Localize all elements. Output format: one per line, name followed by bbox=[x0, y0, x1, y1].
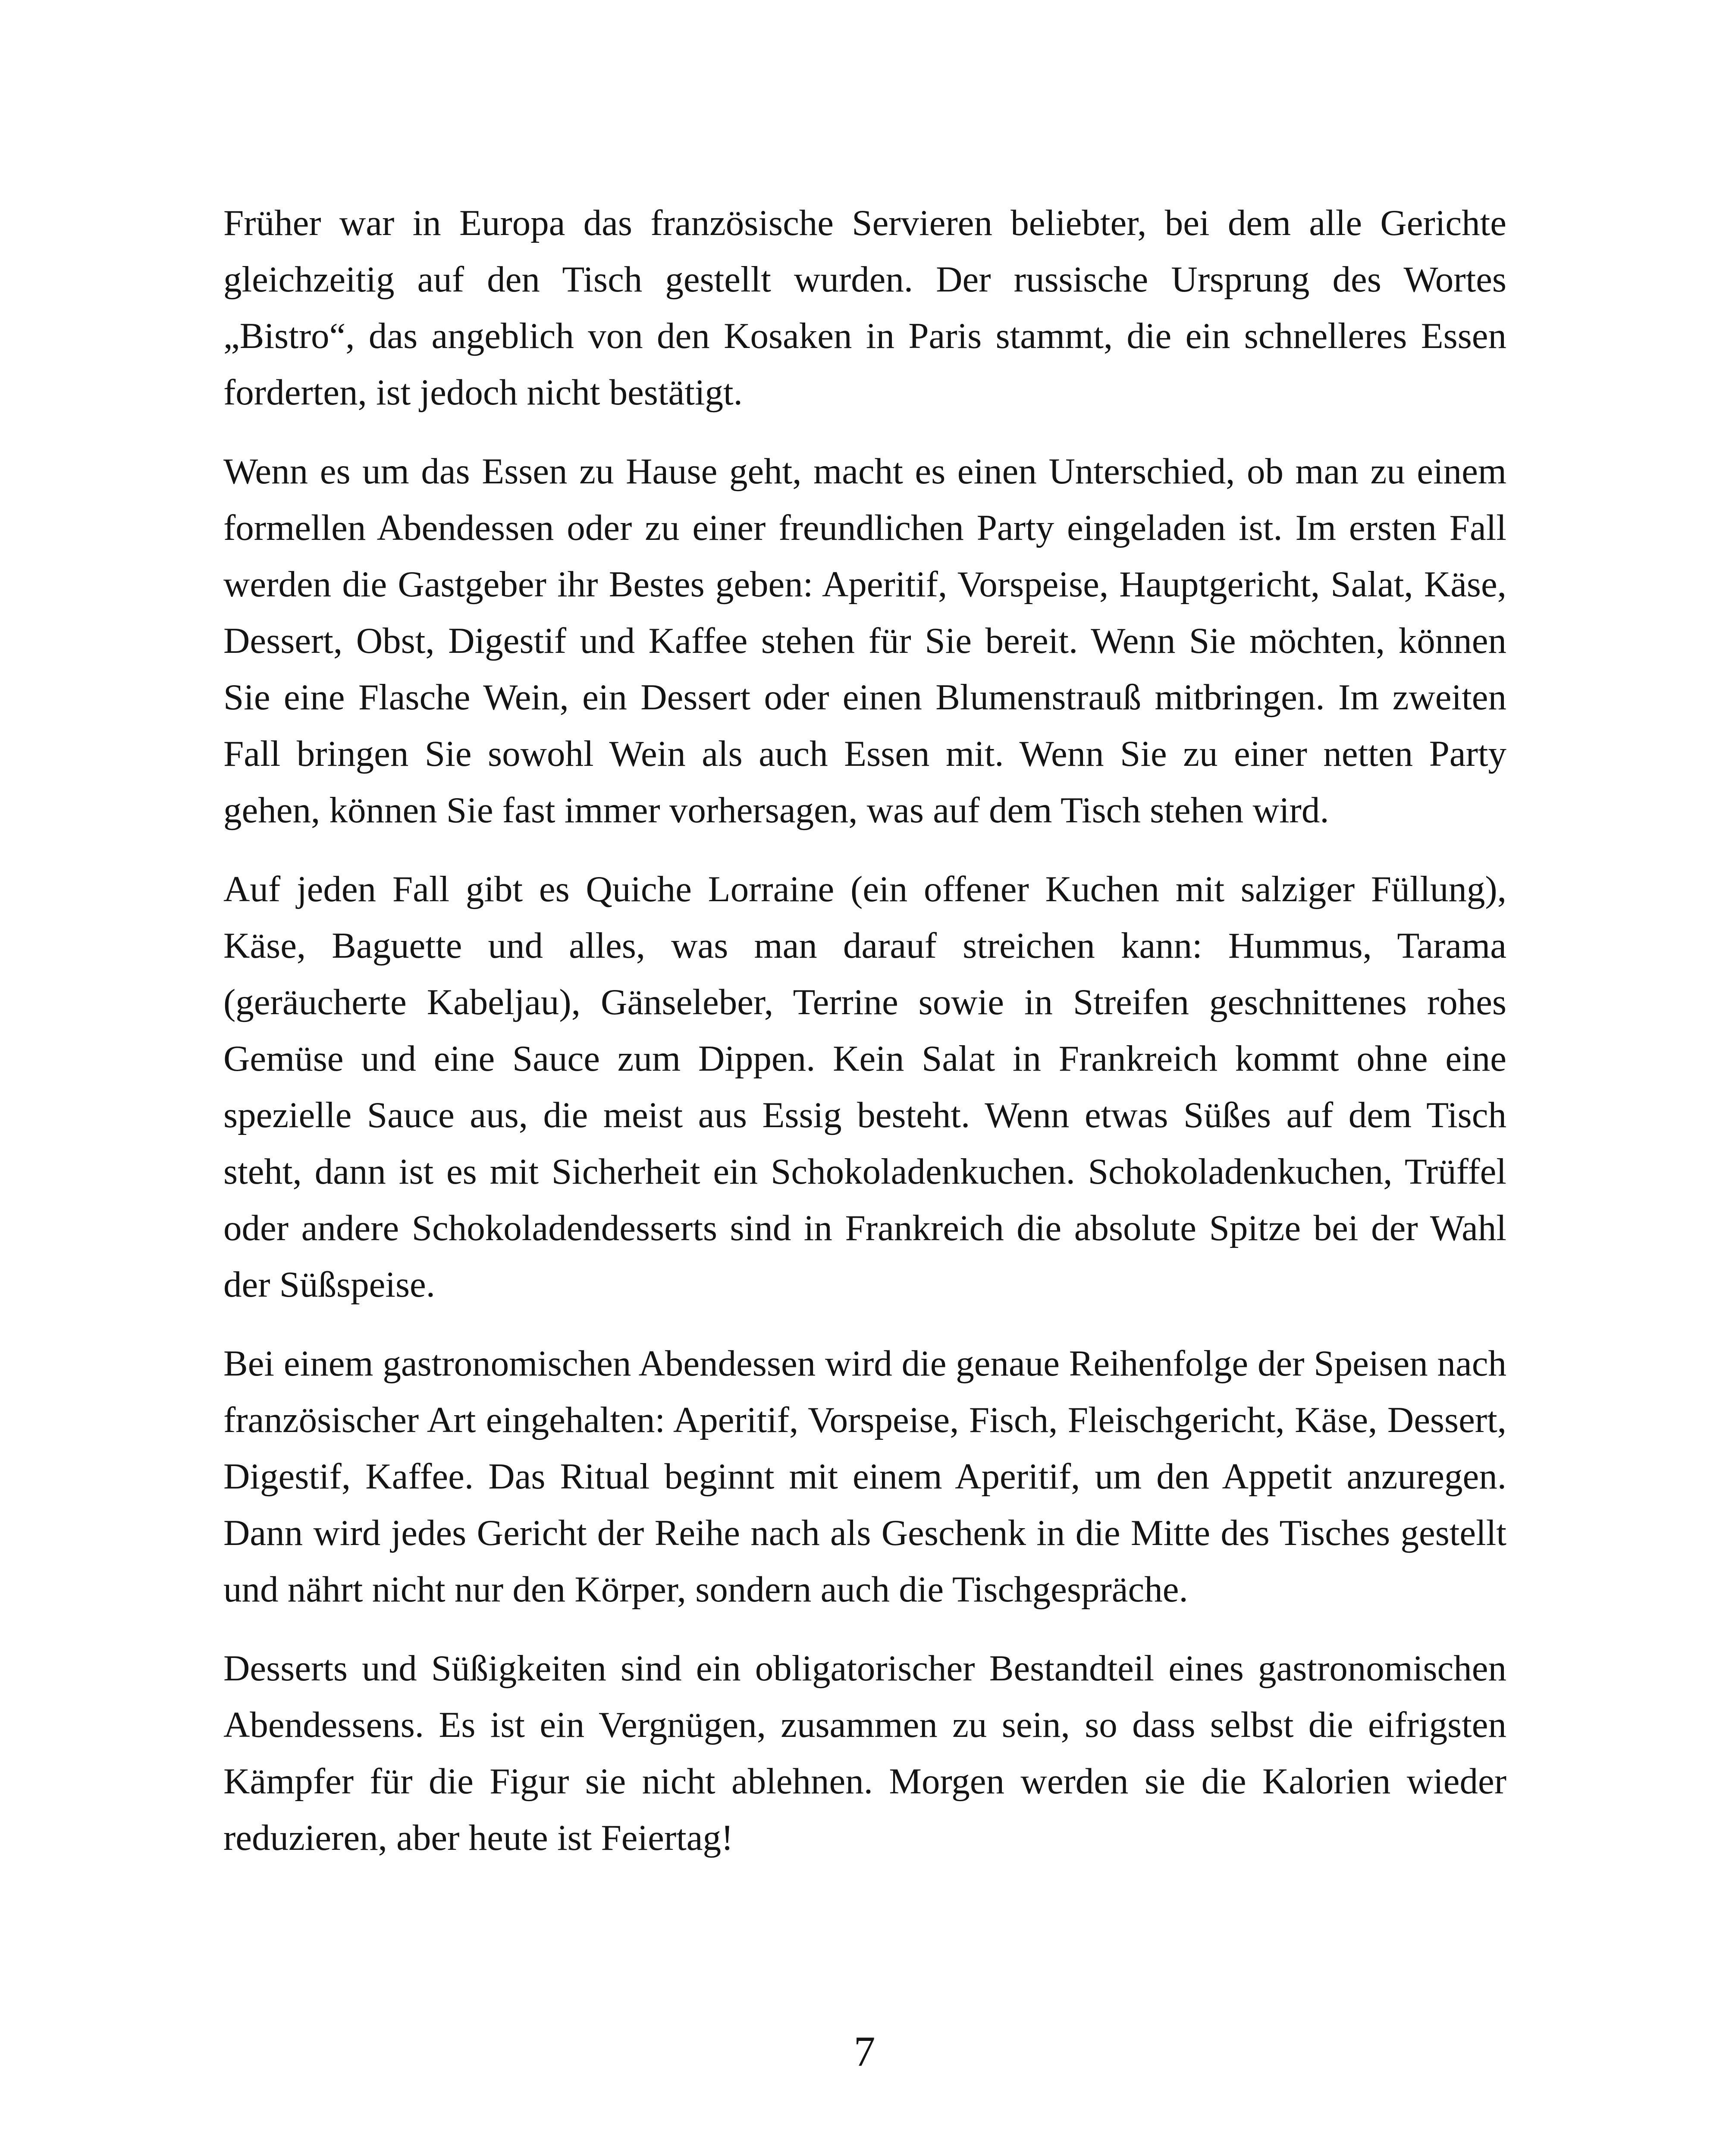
paragraph-5: Desserts und Süßigkeiten sind ein obligatorischer Bestandteil eines gastronomischen Abendessens. Es ist ein Vergnügen, zusammen zu sein, so dass selbst die eifrigsten Kämpfer für die Figur sie nicht ablehnen. Morgen werden sie die Kalorien wieder reduzieren, aber heute ist Feiertag! bbox=[223, 1648, 1506, 1858]
paragraph-4: Bei einem gastronomischen Abendessen wird die genaue Reihenfolge der Speisen nach französischer Art eingehalten: Aperitif, Vorspeise, Fisch, Fleischgericht, Käse, Dessert, Digestif, Kaffee. Das Ritual beginnt mit einem Aperitif, um den Appetit anzuregen. Dann wird jedes Gericht der Reihe nach als Geschenk in die Mitte des Tisches gestellt und nährt nicht nur den Körper, sondern auch die Tischgespräche. bbox=[223, 1343, 1506, 1610]
body-text bbox=[223, 195, 1506, 1889]
paragraph-1: Früher war in Europa das französische Servieren beliebter, bei dem alle Gerichte gleichzeitig auf den Tisch gestellt wurden. Der russische Ursprung des Wortes „Bistro“, das angeblich von den Kosaken in Paris stammt, die ein schnelleres Essen forderten, ist jedoch nicht bestätigt. bbox=[223, 203, 1506, 413]
paragraph-3: Auf jeden Fall gibt es Quiche Lorraine (ein offener Kuchen mit salziger Füllung), Käse, Baguette und alles, was man darauf streichen kann: Hummus, Tarama (geräucherte Kabeljau), Gänseleber, Terrine sowie in Streifen geschnittenes rohes Gemüse und eine Sauce zum Dippen. Kein Salat in Frankreich kommt ohne eine spezielle Sauce aus, die meist aus Essig besteht. Wenn etwas Süßes auf dem Tisch steht, dann ist es mit Sicherheit ein Schokoladenkuchen. Schokoladenkuchen, Trüffel oder andere Schokoladendesserts sind in Frankreich die absolute Spitze bei der Wahl der Süßspeise. bbox=[223, 869, 1506, 1305]
paragraph-2: Wenn es um das Essen zu Hause geht, macht es einen Unterschied, ob man zu einem formellen Abendessen oder zu einer freundlichen Party eingeladen ist. Im ersten Fall werden die Gastgeber ihr Bestes geben: Aperitif, Vorspeise, Hauptgericht, Salat, Käse, Dessert, Obst, Digestif und Kaffee stehen für Sie bereit. Wenn Sie möchten, können Sie eine Flasche Wein, ein Dessert oder einen Blumenstrauß mitbringen. Im zweiten Fall bringen Sie sowohl Wein als auch Essen mit. Wenn Sie zu einer netten Party gehen, können Sie fast immer vorhersagen, was auf dem Tisch stehen wird. bbox=[223, 451, 1506, 830]
page-number: 7 bbox=[854, 2028, 875, 2075]
